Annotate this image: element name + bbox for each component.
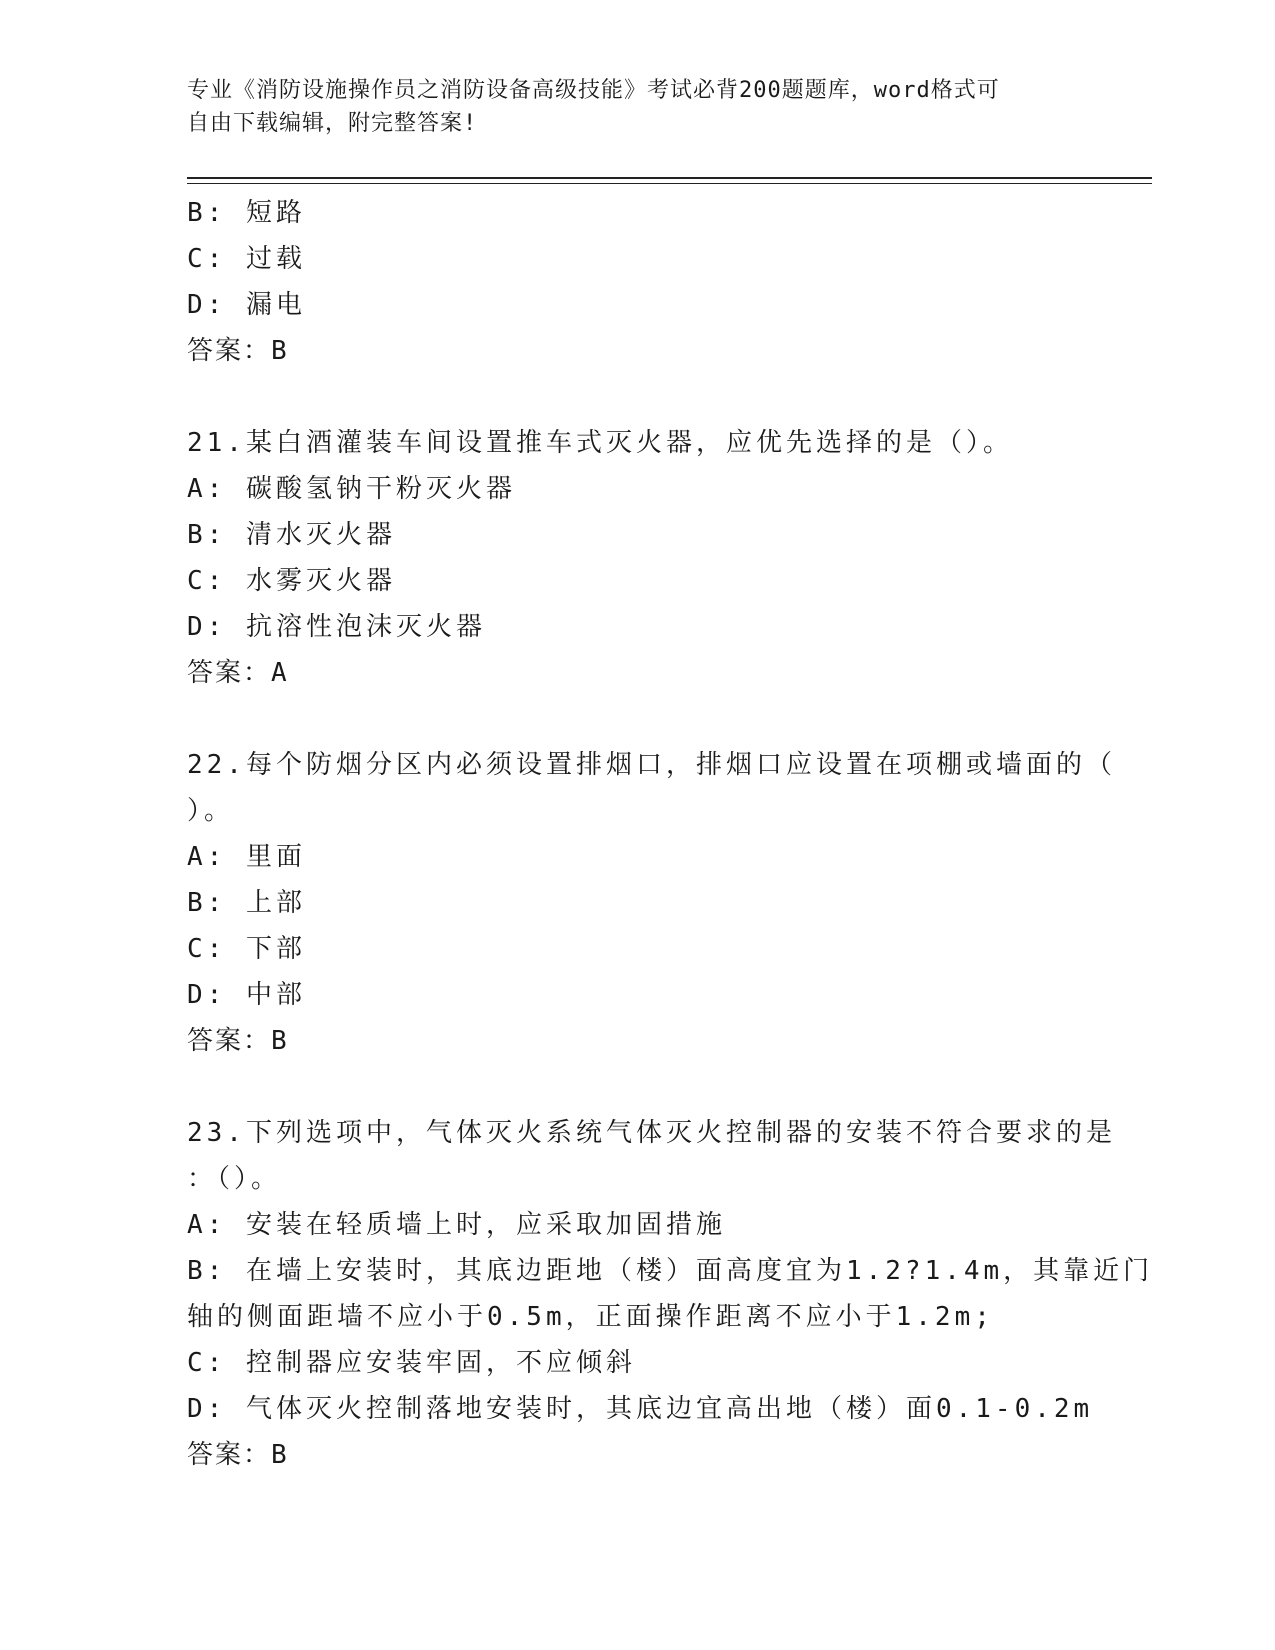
- option-d: D: 气体灭火控制落地安装时，其底边宜高出地（楼）面0.1-0.2m: [187, 1394, 1094, 1424]
- question-stem-line-2: ：（）。: [187, 1164, 282, 1194]
- option-b: B: 清水灭火器: [187, 520, 396, 550]
- header-title-line-2: 自由下载编辑，附完整答案!: [187, 111, 478, 136]
- page-header: [187, 74, 1067, 140]
- option-b-line-1: B: 在墙上安装时，其底边距地（楼）面高度宜为1.2?1.4m，其靠近门: [187, 1256, 1154, 1286]
- spacer: [187, 696, 1087, 742]
- answer-label: 答案：A: [187, 658, 289, 688]
- header-divider-thin: [187, 183, 1152, 184]
- question-list: [187, 190, 1154, 1478]
- option-b: B: 上部: [187, 888, 306, 918]
- answer-label: 答案：B: [187, 1026, 289, 1056]
- option-c: C: 过载: [187, 244, 306, 274]
- answer-label: 答案：B: [187, 336, 289, 366]
- option-b-line-2: 轴的侧面距墙不应小于0.5m，正面操作距离不应小于1.2m;: [187, 1302, 994, 1332]
- question-stem: 21.某白酒灌装车间设置推车式灭火器，应优先选择的是（）。: [187, 428, 1013, 458]
- question-20-continued: [187, 190, 1087, 374]
- option-c: C: 控制器应安装牢固，不应倾斜: [187, 1348, 636, 1378]
- option-d: D: 漏电: [187, 290, 306, 320]
- question-stem-line-1: 23.下列选项中，气体灭火系统气体灭火控制器的安装不符合要求的是: [187, 1118, 1116, 1148]
- header-title-line-1: 专业《消防设施操作员之消防设备高级技能》考试必背200题题库，word格式可: [187, 78, 1000, 103]
- question-22: [187, 742, 1116, 1064]
- spacer: [187, 374, 1087, 420]
- question-21: [187, 420, 1087, 696]
- option-a: A: 安装在轻质墙上时，应采取加固措施: [187, 1210, 726, 1240]
- question-23: [187, 1110, 1154, 1478]
- answer-label: 答案：B: [187, 1440, 289, 1470]
- header-divider-thick: [187, 177, 1152, 179]
- option-a: A: 碳酸氢钠干粉灭火器: [187, 474, 516, 504]
- option-c: C: 水雾灭火器: [187, 566, 396, 596]
- spacer: [187, 1064, 1087, 1110]
- option-a: A: 里面: [187, 842, 306, 872]
- question-stem-line-2: ）。: [187, 796, 235, 826]
- option-d: D: 中部: [187, 980, 306, 1010]
- option-b: B: 短路: [187, 198, 306, 228]
- option-c: C: 下部: [187, 934, 306, 964]
- option-d: D: 抗溶性泡沫灭火器: [187, 612, 486, 642]
- question-stem-line-1: 22.每个防烟分区内必须设置排烟口，排烟口应设置在项棚或墙面的（: [187, 750, 1116, 780]
